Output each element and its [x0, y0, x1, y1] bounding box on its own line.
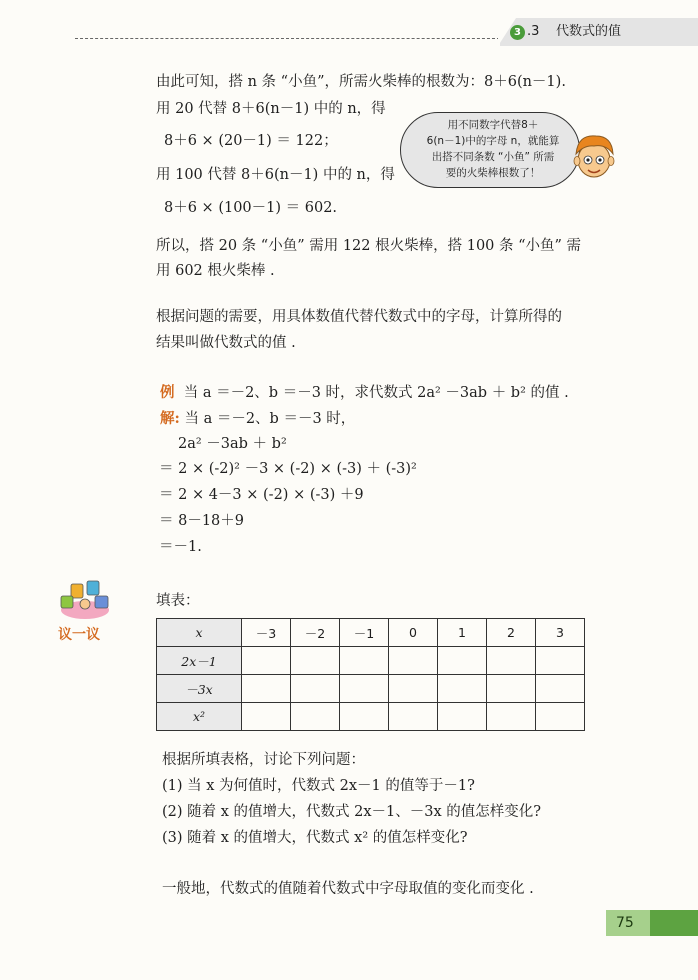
table-blank-cell — [536, 703, 585, 731]
solution-step-5: ＝－1. — [159, 539, 202, 555]
header-rule — [75, 38, 500, 39]
section-number-suffix: .3 — [527, 24, 540, 39]
example-label: 例 — [160, 384, 175, 401]
question-1: (1) 当 x 为何值时，代数式 2x－1 的值等于－1? — [162, 778, 475, 794]
fill-table-title: 填表： — [156, 593, 200, 609]
equation-1: 8＋6 × (20－1) ＝ 122； — [164, 133, 338, 149]
table-x-value: －1 — [340, 619, 389, 647]
table-blank-cell — [536, 647, 585, 675]
bubble-line-1: 用不同数字代替8＋ — [447, 119, 539, 131]
discuss-label: 议一议 — [58, 627, 100, 643]
table-blank-cell — [242, 647, 291, 675]
table-x-value: 3 — [536, 619, 585, 647]
table-x-value: 1 — [438, 619, 487, 647]
speech-bubble-text — [414, 117, 572, 181]
table-x-value: 2 — [487, 619, 536, 647]
table-row-header: 2x－1 — [157, 647, 242, 675]
table-row — [157, 619, 585, 647]
solution-text: 当 a ＝－2、b ＝－3 时， — [184, 411, 356, 427]
table-row — [157, 675, 585, 703]
table-blank-cell — [340, 675, 389, 703]
section-number-badge: 3 — [510, 25, 525, 40]
discuss-icon — [57, 580, 113, 622]
bubble-line-2: 6(n－1)中的字母 n，就能算 — [426, 135, 560, 147]
table-x-value: －3 — [242, 619, 291, 647]
solution-step-2: ＝ 2 × (-2)² －3 × (-2) × (-3) ＋ (-3)² — [159, 461, 417, 477]
table-blank-cell — [291, 703, 340, 731]
question-3: (3) 随着 x 的值增大，代数式 x² 的值怎样变化? — [162, 830, 468, 846]
table-blank-cell — [242, 675, 291, 703]
text-line-4a: 所以，搭 20 条 “小鱼” 需用 122 根火柴棒，搭 100 条 “小鱼” 需 — [156, 238, 582, 254]
definition-line-2: 结果叫做代数式的值 . — [156, 335, 296, 351]
section-header — [500, 18, 698, 46]
solution-step-3: ＝ 2 × 4－3 × (-2) × (-3) ＋9 — [159, 487, 364, 503]
section-title: 代数式的值 — [556, 24, 622, 39]
solution-label: 解: — [160, 410, 180, 427]
mascot-boy-icon — [570, 128, 618, 184]
solution — [160, 409, 355, 429]
table-row-header: x — [157, 619, 242, 647]
table-x-value: －2 — [291, 619, 340, 647]
question-2: (2) 随着 x 的值增大，代数式 2x－1、－3x 的值怎样变化? — [162, 804, 542, 820]
text-line-2: 用 20 代替 8＋6(n－1) 中的 n，得 — [156, 101, 386, 117]
questions-intro: 根据所填表格，讨论下列问题： — [162, 752, 365, 768]
table-blank-cell — [340, 647, 389, 675]
solution-step-1: 2a² －3ab ＋ b² — [178, 436, 287, 452]
table-x-value: 0 — [389, 619, 438, 647]
table-blank-cell — [438, 647, 487, 675]
table-row-header: x² — [157, 703, 242, 731]
table-blank-cell — [487, 647, 536, 675]
text-line-3: 用 100 代替 8＋6(n－1) 中的 n，得 — [156, 167, 395, 183]
table-blank-cell — [438, 675, 487, 703]
table-blank-cell — [389, 675, 438, 703]
table-blank-cell — [291, 647, 340, 675]
page-number: 75 — [616, 915, 634, 931]
example — [160, 383, 569, 403]
text-line-4b: 用 602 根火柴棒 . — [156, 263, 275, 279]
solution-step-4: ＝ 8－18＋9 — [159, 513, 245, 529]
table-blank-cell — [242, 703, 291, 731]
table-blank-cell — [340, 703, 389, 731]
definition-line-1: 根据问题的需要，用具体数值代替代数式中的字母，计算所得的 — [156, 309, 562, 325]
table-blank-cell — [487, 675, 536, 703]
example-text: 当 a ＝－2、b ＝－3 时，求代数式 2a² －3ab ＋ b² 的值 . — [183, 385, 569, 401]
bubble-line-4: 要的火柴棒根数了！ — [445, 167, 541, 179]
conclusion: 一般地，代数式的值随着代数式中字母取值的变化而变化 . — [162, 881, 534, 897]
table-row-header: －3x — [157, 675, 242, 703]
table-row — [157, 647, 585, 675]
table-blank-cell — [438, 703, 487, 731]
table-blank-cell — [291, 675, 340, 703]
bubble-line-3: 出搭不同条数 “小鱼” 所需 — [431, 151, 555, 163]
fill-table — [156, 618, 585, 731]
equation-2: 8＋6 × (100－1) ＝ 602. — [164, 200, 338, 216]
table-row — [157, 703, 585, 731]
table-blank-cell — [487, 703, 536, 731]
table-blank-cell — [389, 703, 438, 731]
table-blank-cell — [389, 647, 438, 675]
text-line-1: 由此可知，搭 n 条 “小鱼”，所需火柴棒的根数为：8＋6(n－1). — [156, 74, 566, 90]
table-blank-cell — [536, 675, 585, 703]
